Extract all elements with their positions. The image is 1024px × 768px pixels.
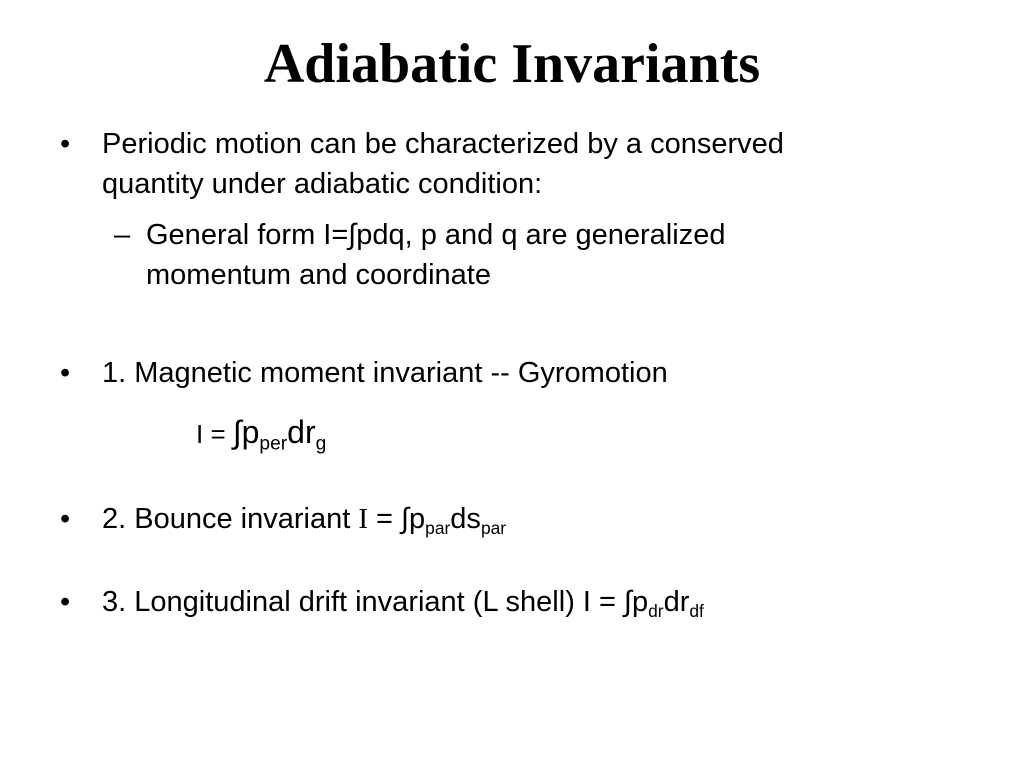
bullet-3-text: 2. Bounce invariant [102, 503, 359, 535]
formula-d: ds [450, 503, 481, 535]
formula-eq: = [368, 503, 402, 535]
formula-p-subscript: dr [648, 601, 664, 622]
formula-p-subscript: per [259, 433, 288, 455]
bullet-marker: • [60, 586, 71, 618]
bullet-3-content [102, 499, 506, 539]
sub-bullet-line-1: General form I=∫pdq, p and q are generalized [146, 219, 726, 251]
bullet-marker: • [60, 357, 71, 389]
formula-d-subscript: df [689, 601, 704, 622]
bullet-4-content [102, 582, 704, 622]
bullet-2-text: 1. Magnetic moment invariant -- Gyromotion [102, 357, 668, 389]
formula-p-subscript: par [425, 518, 451, 539]
bullet-marker: • [60, 503, 71, 535]
integral-symbol: ∫ [232, 414, 242, 450]
formula-lhs: I [358, 503, 368, 535]
formula-p: p [409, 503, 426, 535]
sub-bullet-line-2: momentum and coordinate [146, 259, 491, 291]
formula-p: p [241, 414, 260, 450]
formula-d-subscript: par [480, 518, 507, 539]
bullet-4-text: 3. Longitudinal drift invariant (L shell) I = [102, 586, 625, 618]
formula-d: dr [663, 586, 690, 618]
formula-d-subscript: g [315, 433, 327, 455]
bullet-marker: • [60, 128, 71, 160]
formula-d: dr [287, 414, 316, 450]
slide-title: Adiabatic Invariants [263, 33, 761, 95]
bullet-1-line-1: Periodic motion can be characterized by a conserved [102, 128, 784, 160]
sub-bullet-marker: – [114, 219, 131, 251]
integral-symbol: ∫ [624, 586, 632, 618]
formula-lhs: I = [196, 419, 233, 449]
magnetic-moment-formula [196, 410, 326, 456]
formula-p: p [631, 586, 649, 618]
integral-symbol: ∫ [401, 503, 410, 535]
bullet-1-line-2: quantity under adiabatic condition: [102, 168, 543, 200]
